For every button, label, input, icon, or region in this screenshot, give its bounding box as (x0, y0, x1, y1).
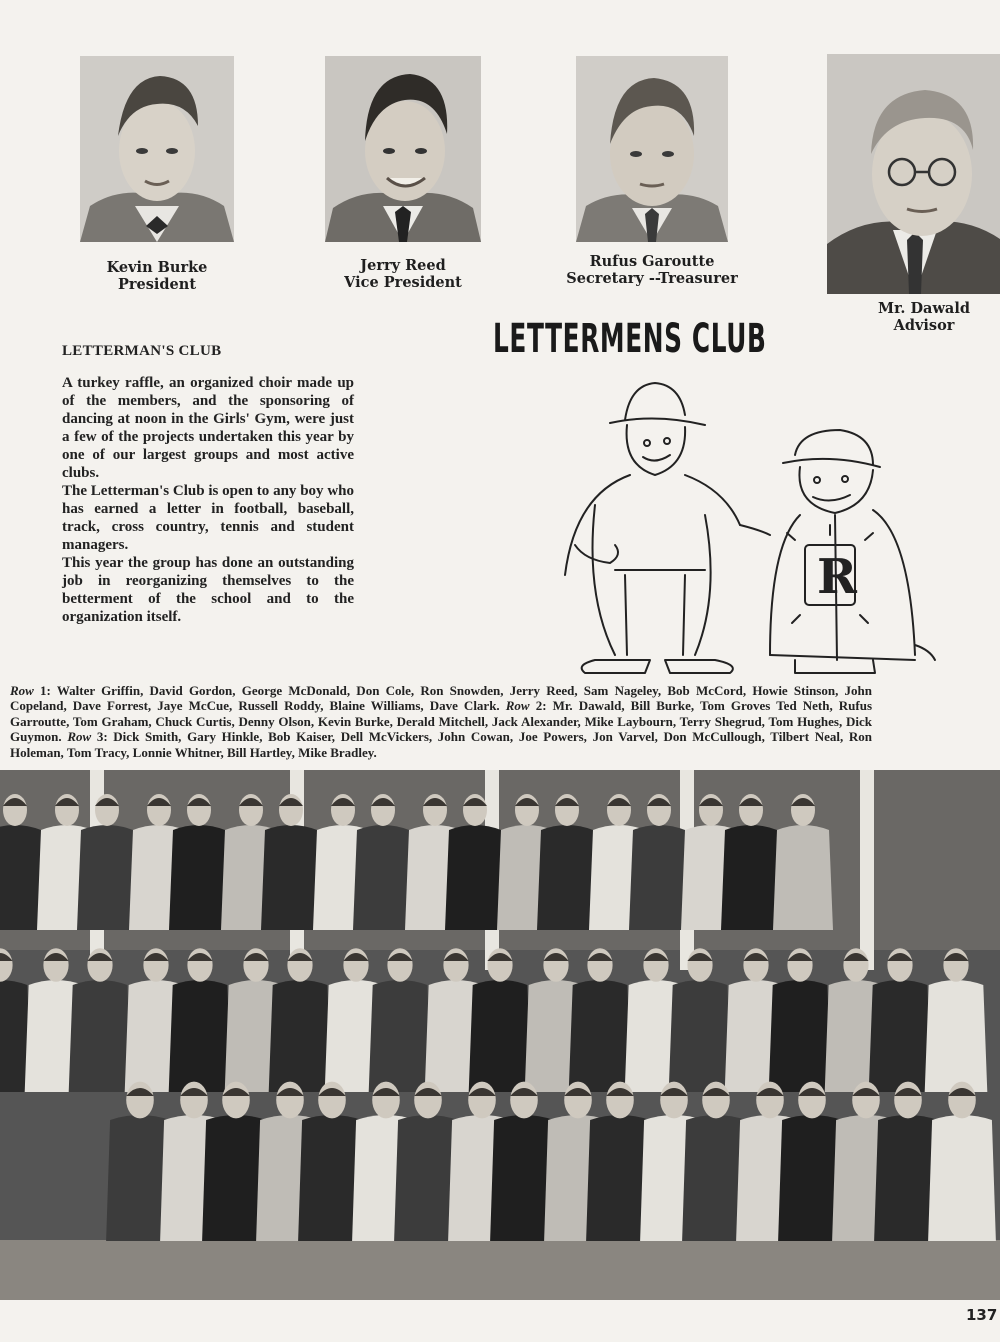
portrait-secretary-treasurer (576, 56, 728, 242)
officer-role: President (117, 276, 197, 293)
row-1-names: 1: Walter Griffin, David Gordon, George McDonald, Don Cole, Ron Snowden, Jerry Reed, Sam Nageley, Bob McCord, Howie Stinson, John Copeland, Dave Forrest, Jaye McCue, Russell Roddy, Blaine Williams, Dave Clark. (10, 683, 873, 714)
group-photo (0, 770, 1000, 1300)
row-2-names: 2: Mr. Dawald, Bill Burke, Tom Groves Ted Neth, Rufus Garroutte, Tom Graham, Chuck Curtis, Denny Olson, Kevin Burke, Derald Mitchell, Jack Alexander, Mike Laybourn, Terry Shegrud, Tom Hughes, Dick Guymon. (10, 698, 873, 745)
row-label: Row (10, 683, 34, 698)
officer-name: Mr. Dawald (878, 300, 970, 317)
officer-role: Vice President (344, 274, 462, 291)
officer-role: Secretary --Treasurer (566, 270, 738, 287)
page-title: LETTERMENS CLUB (493, 316, 767, 362)
row-3-names: 3: Dick Smith, Gary Hinkle, Bob Kaiser, Dell McVickers, John Cowan, Joe Powers, Jon Varvel, Don McCullough, Tilbert Neal, Ron Holeman, Tom Tracy, Lonnie Whitner, Bill Hartley, Mike Bradley. (10, 729, 872, 760)
caption-advisor (854, 300, 994, 334)
officer-name: Jerry Reed (360, 257, 446, 274)
caption-vice-president (325, 257, 481, 291)
paragraph: This year the group has done an outstanding job in reorganizing themselves to the betterment of the school and to the organization itself. (62, 555, 354, 625)
row-label: Row (67, 729, 92, 745)
officer-role: Advisor (893, 317, 955, 334)
paragraph: A turkey raffle, an organized choir made up of the members, and the sponsoring of dancing at noon in the Girls' Gym, were just a few of the projects undertaken this year by one of our largest groups and most active clubs. (62, 375, 354, 481)
page-number: 137 (966, 1306, 998, 1324)
officer-name: Rufus Garoutte (589, 253, 715, 270)
portrait-advisor (827, 54, 1000, 294)
officer-name: Kevin Burke (106, 259, 208, 276)
row-label: Row (505, 698, 530, 714)
club-description (62, 374, 354, 626)
caption-secretary-treasurer (556, 253, 748, 287)
member-names (10, 683, 872, 760)
portrait-vice-president (325, 56, 481, 242)
paragraph: The Letterman's Club is open to any boy who has earned a letter in football, baseball, track, cross country, tennis and student managers. (62, 483, 354, 553)
portrait-president (80, 56, 234, 242)
caption-president (80, 259, 234, 293)
cartoon-illustration (555, 375, 955, 680)
cartoon-letter: R (817, 549, 857, 605)
section-title: LETTERMAN'S CLUB (62, 343, 222, 359)
